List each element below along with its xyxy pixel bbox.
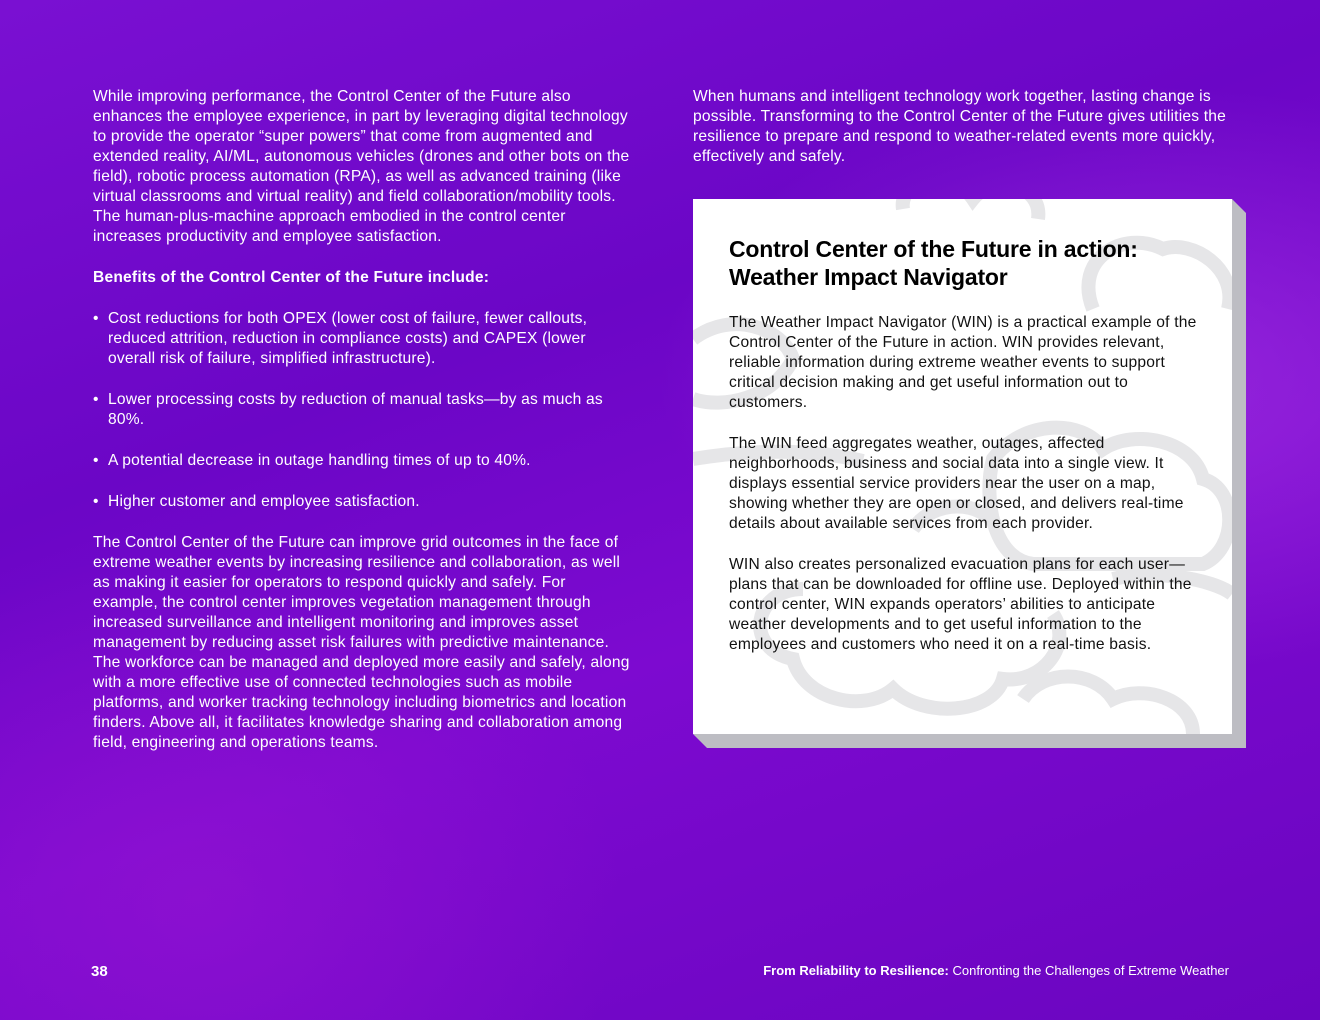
list-item-text: A potential decrease in outage handling times of up to 40%. [108, 452, 531, 469]
page-number: 38 [91, 963, 108, 980]
card-content [729, 235, 1199, 676]
card-paragraph: WIN also creates personalized evacuation plans for each user—plans that can be downloaded for offline use. Deployed within the control center, WIN expands operators’ abilities to anticipate weather developments and to get useful information to the employees and customers who need it on a real-time basis. [729, 556, 1192, 653]
report-title-rest: Confronting the Challenges of Extreme Weather [948, 963, 1229, 978]
card-panel [693, 199, 1232, 734]
bullet-icon: • [93, 493, 99, 510]
card-paragraph: The Weather Impact Navigator (WIN) is a practical example of the Control Center of the Future in action. WIN provides relevant, reliable information during extreme weather events to support critical decision making and get useful information out to customers. [729, 314, 1197, 411]
list-item-text: Higher customer and employee satisfaction. [108, 493, 420, 510]
report-title-bold: From Reliability to Resilience: [763, 963, 949, 978]
list-item-text: Cost reductions for both OPEX (lower cost of failure, fewer callouts, reduced attrition, reduction in compliance costs) and CAPEX (lower overall risk of failure, simplified infrastructure). [108, 310, 588, 367]
list-item [93, 309, 633, 369]
card-paragraph: The WIN feed aggregates weather, outages, affected neighborhoods, business and social data into a single view. It displays essential service providers near the user on a map, showing whether they are open or closed, and delivers real-time details about available services from each provider. [729, 435, 1184, 532]
report-title [763, 963, 1229, 978]
right-column [693, 87, 1233, 167]
outcomes-paragraph: The Control Center of the Future can improve grid outcomes in the face of extreme weather events by increasing resilience and collaboration, as well as making it easier for operators to respond quickly and safely. For example, the control center improves vegetation management through increased surveillance and intelligent monitoring and improves asset management by reducing asset risk failures with predictive maintenance. The workforce can be managed and deployed more easily and safely, along with a more effective use of connected technologies such as mobile platforms, and worker tracking technology including biometrics and location finders. Above all, it facilitates knowledge sharing and collaboration among field, engineering and operations teams. [93, 534, 630, 751]
callout-card [693, 199, 1246, 748]
left-column [93, 87, 633, 753]
right-intro-paragraph: When humans and intelligent technology work together, lasting change is possible. Transforming to the Control Center of the Future gives utilities the resilience to prepare and respond to weather-related events more quickly, effectively and safely. [693, 88, 1227, 165]
intro-paragraph: While improving performance, the Control Center of the Future also enhances the employee experience, in part by leveraging digital technology to provide the operator “super powers” that come from augmented and extended reality, AI/ML, autonomous vehicles (drones and other bots on the field), robotic process automation (RPA), as well as advanced training (like virtual classrooms and virtual reality) and field collaboration/mobility tools. The human-plus-machine approach embodied in the control center increases productivity and employee satisfaction. [93, 88, 630, 245]
list-item [93, 451, 633, 471]
benefits-list [93, 309, 633, 512]
bullet-icon: • [93, 310, 99, 327]
list-item [93, 390, 633, 430]
benefits-heading: Benefits of the Control Center of the Future include: [93, 269, 490, 286]
list-item [93, 492, 633, 512]
card-title: Control Center of the Future in action: Weather Impact Navigator [729, 236, 1138, 290]
list-item-text: Lower processing costs by reduction of manual tasks—by as much as 80%. [108, 391, 603, 428]
bullet-icon: • [93, 452, 99, 469]
bullet-icon: • [93, 391, 99, 408]
